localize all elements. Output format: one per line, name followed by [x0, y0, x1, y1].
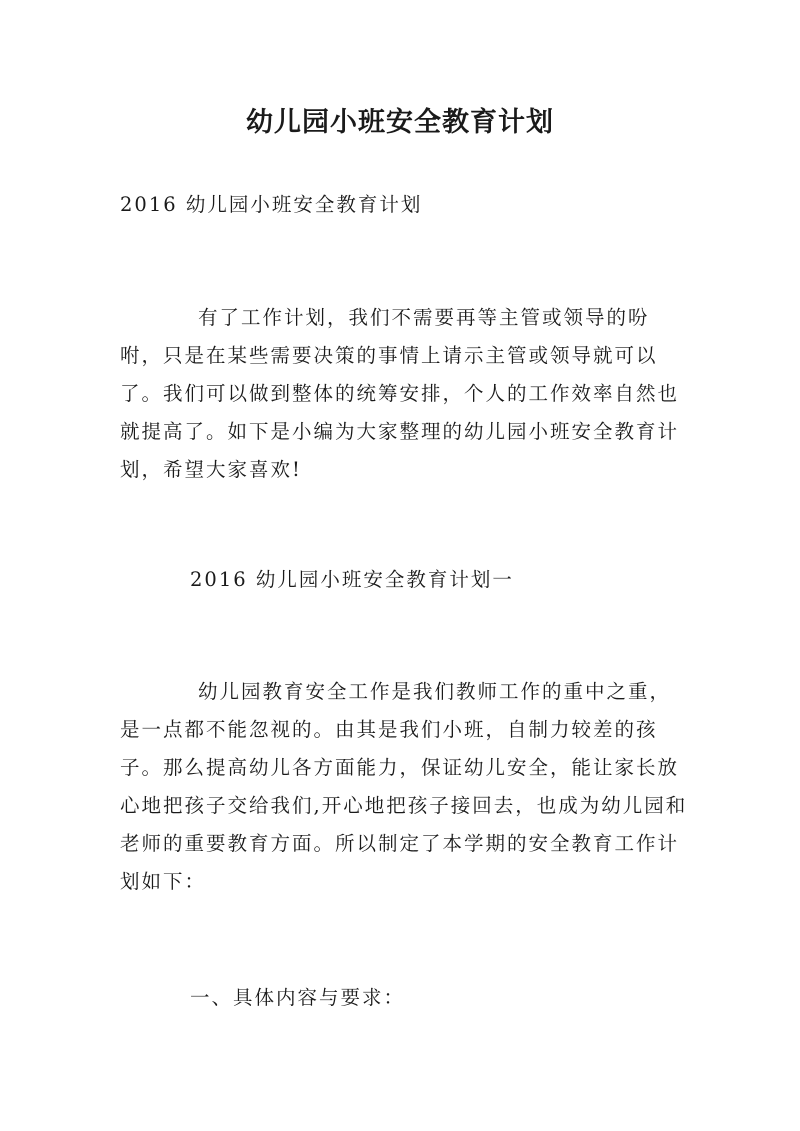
document-title: 幼儿园小班安全教育计划 [246, 107, 554, 138]
section-heading: 2016 幼儿园小班安全教育计划一 [190, 568, 514, 591]
document-subtitle: 2016 幼儿园小班安全教育计划 [120, 193, 423, 216]
subsection-heading: 一、具体内容与要求： [190, 986, 406, 1009]
section-paragraph: 幼儿园教育安全工作是我们教师工作的重中之重，是一点都不能忽视的。由其是我们小班，自制力较差的孩子。那么提高幼儿各方面能力，保证幼儿安全，能让家长放心地把孩子交给我们,开心地把孩子接回去，也成为幼儿园和老师的重要教育方面。所以制定了本学期的安全教育工作计划如下： [120, 680, 688, 893]
intro-paragraph: 有了工作计划，我们不需要再等主管或领导的吩咐，只是在某些需要决策的事情上请示主管或领导就可以了。我们可以做到整体的统筹安排，个人的工作效率自然也就提高了。如下是小编为大家整理的幼儿园小班安全教育计划，希望大家喜欢! [120, 306, 680, 481]
